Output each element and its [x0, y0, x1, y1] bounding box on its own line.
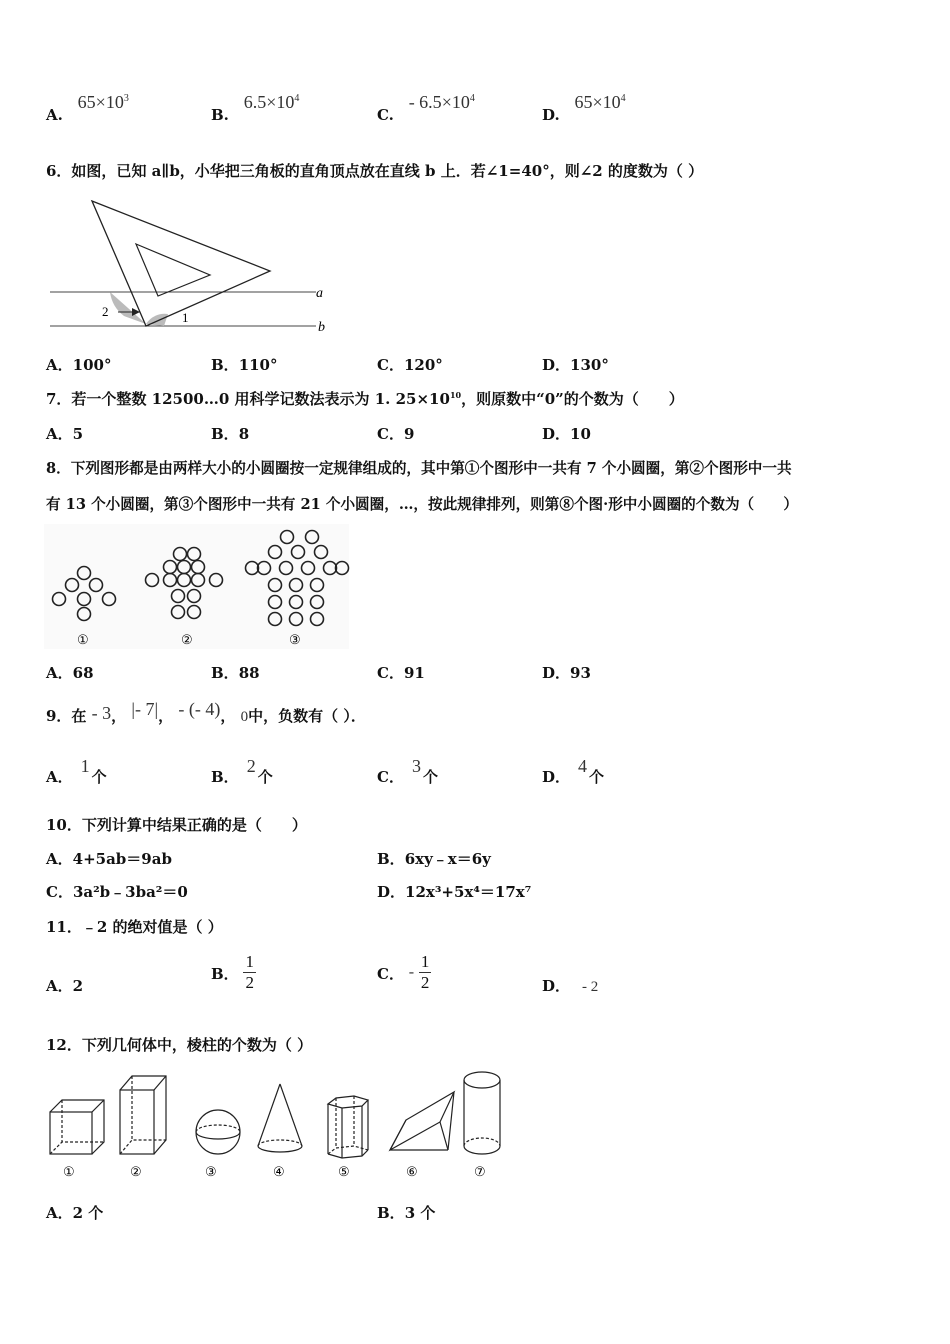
- angle-2-label: 2: [102, 304, 109, 319]
- q11-option-b[interactable]: B． $\frac{1}{2}$: [211, 952, 254, 992]
- q9-question: 9．在 - 3， |- 7|， - (- 4)， 0中，负数有（ ）．: [46, 699, 366, 725]
- solid-label-4: ④: [273, 1164, 285, 1179]
- q9-option-c[interactable]: C．3个: [377, 756, 438, 786]
- solid-label-6: ⑥: [406, 1164, 418, 1179]
- q7-option-d[interactable]: D．10: [542, 425, 591, 443]
- angle-1-label: 1: [182, 310, 189, 325]
- solid-label-5: ⑤: [338, 1164, 350, 1179]
- figure-label-2: ②: [181, 632, 193, 647]
- q6-option-a[interactable]: A．100°: [46, 356, 112, 374]
- solid-label-7: ⑦: [474, 1164, 486, 1179]
- q11-option-c[interactable]: C． - $\frac{1}{2}$: [377, 952, 430, 992]
- q6-option-c[interactable]: C．120°: [377, 356, 443, 374]
- q8-option-c[interactable]: C．91: [377, 664, 425, 682]
- q8-option-b[interactable]: B．88: [211, 664, 260, 682]
- q5-option-d[interactable]: D. $65\times 10^4$: [542, 92, 626, 124]
- q10-option-b[interactable]: B．6xy﹣x＝6y: [377, 850, 491, 868]
- fraction: $\frac{1}{2}$: [245, 952, 254, 992]
- q8-question-line2: 有 13 个小圆圈，第③个图形中一共有 21 个小圆圈，…，按此规律排列，则第⑧个图·形中小圆圈的个数为（ ）: [46, 496, 798, 513]
- q8-question-line1: 8．下列图形都是由两样大小的小圆圈按一定规律组成的，其中第①个图形中一共有 7 个小圆圈，第②个图形中一共: [46, 460, 792, 477]
- line-b-label: b: [318, 320, 325, 335]
- option-label: A.: [46, 106, 63, 124]
- option-label: B.: [211, 106, 229, 124]
- q5-option-c[interactable]: C. - $6.5\times 10^4$: [377, 92, 475, 124]
- q12-option-b[interactable]: B．3 个: [377, 1204, 436, 1222]
- q9-option-d[interactable]: D．4个: [542, 756, 605, 786]
- figure-label-3: ③: [289, 632, 301, 647]
- q10-option-c[interactable]: C．3a²b﹣3ba²＝0: [46, 883, 188, 901]
- solid-label-3: ③: [205, 1164, 217, 1179]
- q6-question: 6．如图，已知 a∥b，小华把三角板的直角顶点放在直线 b 上．若∠1=40°，则∠2 的度数为（ ）: [46, 162, 704, 180]
- q9-option-a[interactable]: A．1个: [46, 756, 107, 786]
- line-a-label: a: [316, 286, 323, 301]
- option-label: C.: [377, 106, 394, 124]
- q5-option-b[interactable]: B. $6.5\times 10^4$: [211, 92, 300, 124]
- q7-option-a[interactable]: A．5: [46, 425, 84, 443]
- q10-question: 10．下列计算中结果正确的是（ ）: [46, 816, 307, 834]
- q12-figure-solids: [44, 1066, 514, 1184]
- figure-label-1: ①: [77, 632, 89, 647]
- fraction: $\frac{1}{2}$: [420, 952, 430, 992]
- q12-question: 12．下列几何体中，棱柱的个数为（ ）: [46, 1036, 313, 1054]
- q11-option-d[interactable]: D． - 2: [542, 977, 599, 995]
- q12-option-a[interactable]: A．2 个: [46, 1204, 104, 1222]
- q11-option-a[interactable]: A．2: [46, 977, 84, 995]
- q8-option-d[interactable]: D．93: [542, 664, 591, 682]
- q10-option-a[interactable]: A．4+5ab＝9ab: [46, 850, 172, 868]
- q5-option-a[interactable]: A. $65\times 10^3$: [46, 92, 129, 124]
- q10-option-d[interactable]: D．12x³+5x⁴＝17x⁷: [377, 883, 532, 901]
- q6-option-d[interactable]: D．130°: [542, 356, 609, 374]
- q8-figure-circles: [44, 524, 350, 650]
- option-label: D.: [542, 106, 560, 124]
- q6-figure-triangle: [46, 196, 346, 336]
- q7-option-b[interactable]: B．8: [211, 425, 250, 443]
- solid-label-1: ①: [63, 1164, 75, 1179]
- solid-label-2: ②: [130, 1164, 142, 1179]
- q6-option-b[interactable]: B．110°: [211, 356, 278, 374]
- q11-question: 11．﹣2 的绝对值是（ ）: [46, 918, 223, 936]
- q7-question: 7．若一个整数 12500…0 用科学记数法表示为 1. $25\times 10^{10}$，则原数中“0”的个数为（ ）: [46, 390, 684, 408]
- q7-option-c[interactable]: C．9: [377, 425, 415, 443]
- q8-option-a[interactable]: A．68: [46, 664, 94, 682]
- q9-option-b[interactable]: B．2个: [211, 756, 273, 786]
